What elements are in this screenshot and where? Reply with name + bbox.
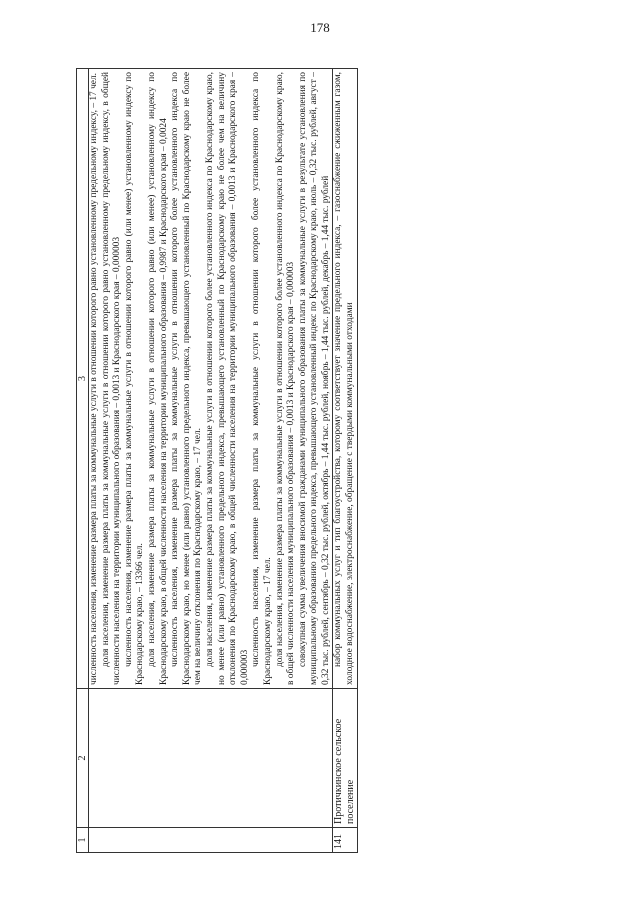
header-col-2: 2 (77, 689, 89, 828)
row-number: 141 (333, 828, 358, 853)
indicator-paragraph: доля населения, изменение размера платы за коммунальные услуги в отношении которого более установленного индекса по Краснодарскому краю, в общей численности населения муниципального образования – 0,0013 и Краснодарского края – 0,000003 (274, 72, 297, 685)
indicator-paragraph: доля населения, изменение размера платы за коммунальные услуги в отношении которого более установленного индекса по Краснодарскому краю, но менее (или равно) установленного предельного индекса, превышающего установленный по Краснодарскому краю не более чем на величину отклонения по Краснодарскому краю, в общей численности населения на территории муниципального образования – 0,0013 и Краснодарского края – 0,000003 (204, 72, 250, 685)
table-row (333, 69, 358, 853)
tariff-table (76, 68, 358, 853)
indicator-paragraph: численность населения, изменение размера платы за коммунальные услуги в отношении которого более установленного индекса по Краснодарскому краю, но менее (или равно) установленного предельного индекса, превышающего установленный по Краснодарскому краю не более чем на величину отклонения по Краснодарскому краю, – 17 чел. (170, 72, 204, 685)
indicator-paragraph: численность населения, изменение размера платы за коммунальные услуги в отношении которого равно установленному предельному индексу, – 17 чел. (89, 73, 99, 685)
header-row (77, 69, 89, 853)
settlement-name (89, 689, 333, 828)
indicator-paragraph: доля населения, изменение размера платы за коммунальные услуги в отношении которого равно установленному предельному индексу, в общей численности населения на территории муниципального образования – 0,0013 и Краснодарского края – 0,000003 (100, 72, 123, 685)
table-row (89, 69, 333, 853)
indicators-cell (89, 69, 333, 689)
indicator-paragraph: набор коммунальных услуг и тип благоустройства, которому соответствует значение предельного индекса, – газоснабжение сжиженным газом, холодное водоснабжение, электроснабжение, обращение с твердыми коммунальными отходами (333, 72, 356, 685)
header-col-3: 3 (77, 69, 89, 689)
header-col-1: 1 (77, 828, 89, 853)
rotated-table-container (76, 68, 556, 853)
page-number: 178 (310, 20, 330, 35)
row-number (89, 828, 333, 853)
indicator-paragraph: совокупная сумма увеличения вносимой гражданами муниципального образования платы за коммунальные услуги в результате установления по муниципальному образованию предельного индекса, превышающего установленный индекс по Краснодарскому краю, июль – 0,32 тыс. рублей, август – 0,32 тыс. рублей, сентябрь – 0,32 тыс. рублей, октябрь – 1,44 тыс. рублей, ноябрь – 1,44 тыс. рублей, декабрь – 1,44 тыс. рублей (297, 72, 331, 685)
indicator-paragraph: доля населения, изменение размера платы за коммунальные услуги в отношении которого равно (или менее) установленному индексу по Краснодарскому краю, в общей численности населения на территории муниципального образования – 0,9987 и Краснодарского края – 0,0024 (146, 72, 169, 685)
indicator-paragraph: численность населения, изменение размера платы за коммунальные услуги в отношении которого равно (или менее) установленному индексу по Краснодарскому краю, – 13366 чел. (123, 72, 146, 685)
settlement-name: Протичкинское сельское поселение (333, 689, 358, 828)
indicators-cell (333, 69, 358, 689)
indicator-paragraph: численность населения, изменение размера платы за коммунальные услуги в отношении которого более установленного индекса по Краснодарскому краю, – 17 чел. (251, 72, 273, 685)
